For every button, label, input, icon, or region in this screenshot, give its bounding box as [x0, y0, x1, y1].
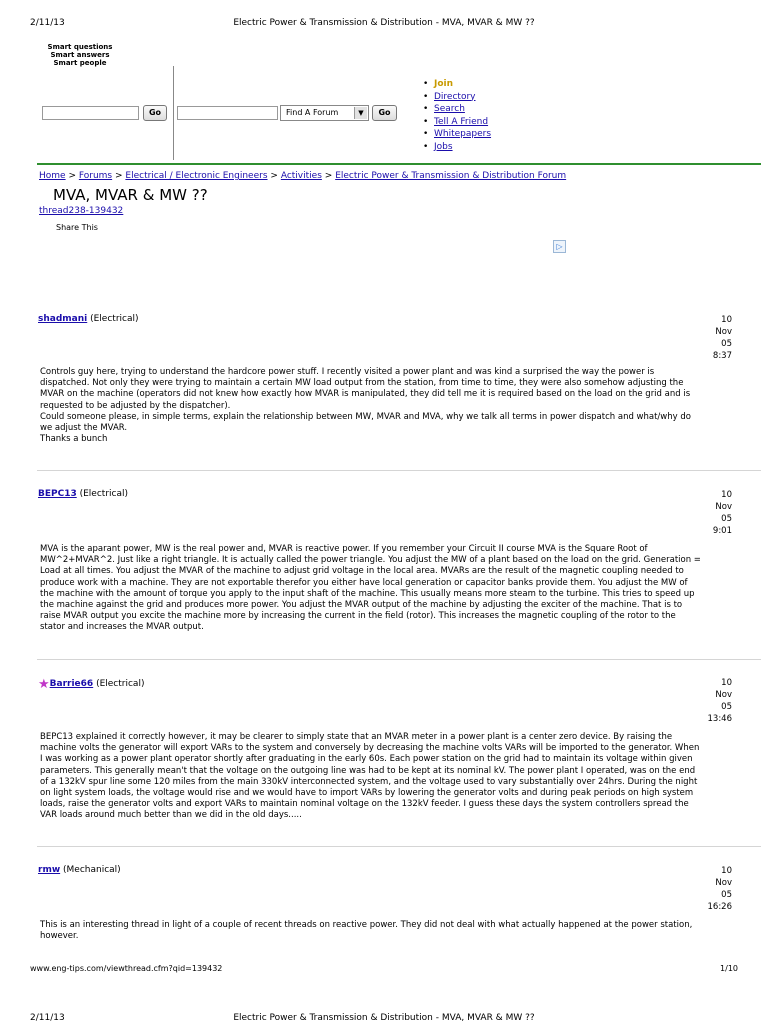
- forum-go-button[interactable]: Go: [372, 105, 397, 121]
- breadcrumb-forum[interactable]: Electric Power & Transmission & Distribution Forum: [335, 171, 567, 181]
- date-month: Nov: [715, 327, 732, 337]
- author-link[interactable]: shadmani: [38, 314, 88, 324]
- nav-item-join[interactable]: [422, 78, 491, 91]
- post-line: however.: [40, 931, 79, 942]
- breadcrumb-category[interactable]: Electrical / Electronic Engineers: [125, 171, 268, 181]
- date-year: 05: [721, 339, 732, 349]
- post-line: VAR loads around much better than we did in the old days.....: [40, 810, 302, 821]
- post-line: Load at all times. You adjust the MVAR of the machine to adjust grid voltage in the local area. MVARs are the result of the magnetic coupling needed to: [40, 566, 684, 577]
- next-page-date: 2/11/13: [30, 1013, 65, 1023]
- post-line: requested to be adjusted by the dispatcher).: [40, 400, 231, 411]
- author-link[interactable]: Barrie66: [49, 679, 94, 689]
- find-forum-select-value: Find A Forum: [286, 108, 339, 117]
- forum-search-input[interactable]: [177, 106, 278, 120]
- print-date: 2/11/13: [30, 18, 65, 28]
- post-line: raise MVAR output you excite the machine more by increasing the current in the field (rotor). This increases the magnetic coupling of the rotor to the: [40, 611, 676, 622]
- nav-item-jobs[interactable]: [422, 141, 491, 154]
- ad-choices-icon[interactable]: ▷: [553, 240, 566, 253]
- tagline-line: Smart people: [53, 59, 107, 67]
- breadcrumb: [39, 171, 566, 181]
- date-time: 9:01: [712, 526, 732, 536]
- nav-item-directory[interactable]: [422, 91, 491, 104]
- chevron-down-icon: ▼: [354, 107, 367, 119]
- header-divider: [173, 66, 174, 160]
- post-line: MVAR on the machine (operators did not knew how exactly how MVAR is manipulated, they did tell me it is required based on the load on the grid and is: [40, 389, 691, 400]
- date-day: 10: [721, 866, 732, 876]
- post-line: machine volts the generator will export VARs to the system and conversely by decreasing the machine volts VARs will be imported to the generator. When: [40, 743, 700, 754]
- author-discipline: (Electrical): [96, 679, 145, 689]
- post-line: the machine against the grid and produces more power. You adjust the MVAR output of the machine by adjusting the exciter of the machine. That is to: [40, 600, 683, 611]
- post-line: MW^2+MVAR^2. Just like a right triangle. It is actually called the power triangle. You adjust the MW of a plant based on the load on the grid. Generation =: [40, 555, 701, 566]
- post-line: Thanks a bunch: [40, 434, 108, 445]
- breadcrumb-separator: >: [114, 171, 123, 181]
- post-date: [672, 677, 732, 725]
- post-line: on light system loads, the voltage would rise and we would have to import VARs by lowering the generator volts and during peak periods on high system: [40, 788, 694, 799]
- breadcrumb-separator: >: [68, 171, 76, 181]
- post-body: [40, 732, 730, 822]
- date-month: Nov: [715, 690, 732, 700]
- nav-label[interactable]: Whitepapers: [434, 129, 492, 139]
- page-title: MVA, MVAR & MW ??: [53, 186, 208, 204]
- post-line: Controls guy here, trying to understand the hardcore power stuff. I recently visited a power plant and was kind a surprised the way the power is: [40, 367, 655, 377]
- nav-label[interactable]: Directory: [434, 91, 476, 102]
- date-day: 10: [721, 678, 732, 688]
- post-line: loads, raise the generator volts and export VARs to maintain nominal voltage on the 132kV feeder. I guess these days the system controllers spread the: [40, 799, 689, 810]
- nav-item-search[interactable]: [422, 103, 491, 116]
- nav-label[interactable]: Jobs: [434, 141, 453, 152]
- date-month: Nov: [715, 502, 732, 512]
- breadcrumb-separator: >: [270, 171, 278, 181]
- print-header: [30, 18, 738, 32]
- date-time: 13:46: [707, 714, 732, 724]
- breadcrumb-activities[interactable]: Activities: [280, 171, 322, 181]
- post-line: the machine with the amount of torque you apply to the input shaft of the machine. This usually means more steam to the turbine. This tries to speed up: [40, 588, 695, 599]
- print-title: Electric Power & Transmission & Distribution - MVA, MVAR & MW ??: [233, 18, 535, 28]
- date-year: 05: [721, 514, 732, 524]
- post-divider: [37, 659, 761, 660]
- date-month: Nov: [715, 878, 732, 888]
- date-day: 10: [721, 490, 732, 500]
- author-link[interactable]: BEPC13: [38, 489, 77, 499]
- post-divider: [37, 846, 761, 847]
- nav-item-whitepapers[interactable]: [422, 128, 491, 141]
- post-body: [40, 367, 730, 445]
- author-discipline: (Electrical): [79, 489, 128, 499]
- post-date: [672, 314, 732, 362]
- find-forum-select[interactable]: [280, 105, 369, 121]
- post-line: produce work with a machine. They are not exportable therefor you either have local generation or capacitor banks provide them. You adjust the MW of: [40, 577, 688, 588]
- post-line: stator and increases the MVAR output.: [40, 622, 204, 633]
- post-author: [38, 677, 144, 692]
- post-line: we adjust the MVAR.: [40, 423, 128, 434]
- site-nav: [422, 78, 491, 153]
- next-page-title: Electric Power & Transmission & Distribution - MVA, MVAR & MW ??: [233, 1013, 535, 1023]
- thread-id-link[interactable]: thread238-139432: [39, 206, 124, 216]
- post-line: parameters. This generally mean't that the voltage on the outgoing line was had to be kept at its nominal kV. The power plant I operated, was on the end: [40, 765, 696, 776]
- post-date: [672, 489, 732, 537]
- post-line: BEPC13 explained it correctly however, it may be clearer to simply state that an MVAR meter in a power plant is a center zero device. By raising the: [40, 732, 673, 742]
- breadcrumb-forums[interactable]: Forums: [78, 171, 113, 181]
- site-tagline: [40, 43, 120, 67]
- author-discipline: (Electrical): [90, 314, 139, 324]
- post-body: [40, 544, 730, 634]
- author-discipline: (Mechanical): [63, 865, 121, 875]
- footer-page-number: 1/10: [720, 964, 738, 973]
- header-rule: [37, 163, 761, 165]
- breadcrumb-separator: >: [324, 171, 333, 181]
- nav-label[interactable]: Search: [434, 104, 465, 114]
- post-line: Could someone please, in simple terms, explain the relationship between MW, MVAR and MVA, why we talk all terms in power dispatch and what/why do: [40, 411, 691, 422]
- post-line: of a 132kV spur line some 120 miles from the main 330kV interconnected system, and the voltage used to vary substantially over 24hrs. During the night: [40, 776, 698, 787]
- date-year: 05: [721, 702, 732, 712]
- post-author: [38, 314, 139, 324]
- post-line: This is an interesting thread in light of a couple of recent threads on reactive power. They did not deal with what actually happened at the power station,: [40, 920, 693, 930]
- post-body: [40, 920, 730, 942]
- date-year: 05: [721, 890, 732, 900]
- nav-item-tell-a-friend[interactable]: [422, 116, 491, 129]
- date-day: 10: [721, 315, 732, 325]
- post-line: dispatched. Not only they were trying to maintain a certain MW load output from the station, from time to time, they were also somehow adjusting the: [40, 378, 684, 389]
- tagline-line: Smart questions: [47, 43, 113, 51]
- post-line: MVA is the aparant power, MW is the real power and, MVAR is reactive power. If you remember your Circuit II course MVA is the Square Root of: [40, 544, 648, 554]
- footer-url: www.eng-tips.com/viewthread.cfm?qid=139432: [30, 964, 223, 973]
- post-date: [672, 865, 732, 913]
- site-search-go-button[interactable]: Go: [143, 105, 167, 121]
- date-time: 8:37: [712, 351, 732, 361]
- post-author: [38, 489, 128, 499]
- post-line: I was working as a power plant operator shortly after graduating in the early 60s. Each power station on the grid had to maintain its voltage within given: [40, 754, 693, 765]
- nav-label[interactable]: Join: [434, 79, 454, 89]
- post-author: [38, 865, 121, 875]
- share-this-button[interactable]: Share This: [56, 223, 98, 232]
- breadcrumb-home[interactable]: Home: [39, 171, 66, 181]
- author-link[interactable]: rmw: [38, 865, 61, 875]
- tagline-line: Smart answers: [50, 51, 110, 59]
- star-icon: ★: [38, 677, 50, 692]
- post-divider: [37, 470, 761, 471]
- nav-label[interactable]: Tell A Friend: [434, 116, 489, 127]
- date-time: 16:26: [707, 902, 732, 912]
- site-search-input[interactable]: [42, 106, 139, 120]
